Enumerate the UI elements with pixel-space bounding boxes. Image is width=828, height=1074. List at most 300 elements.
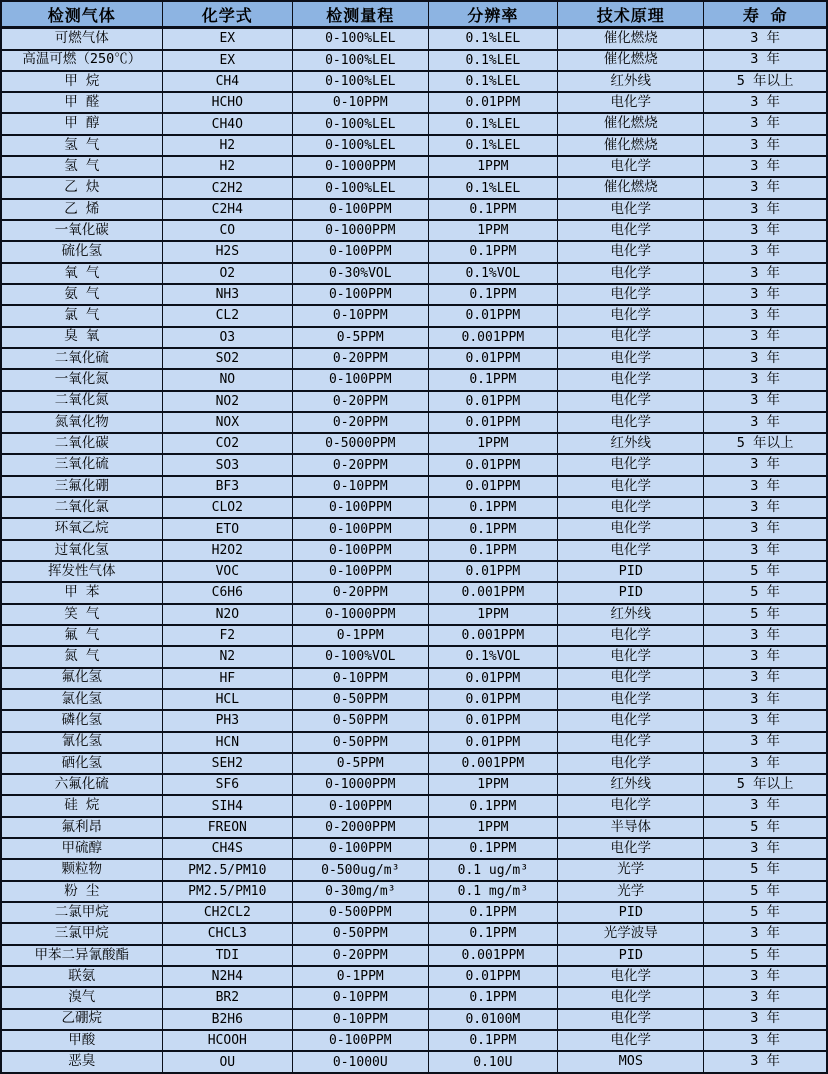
cell-lifespan: 3 年: [704, 476, 827, 497]
cell-principle: 电化学: [558, 497, 704, 518]
cell-range: 0-100%LEL: [293, 177, 428, 198]
cell-principle: 电化学: [558, 753, 704, 774]
cell-formula: NO: [162, 369, 293, 390]
cell-gas-name: 三氟化硼: [1, 476, 162, 497]
cell-lifespan: 5 年: [704, 859, 827, 880]
cell-principle: 电化学: [558, 391, 704, 412]
cell-lifespan: 3 年: [704, 710, 827, 731]
table-row: [1, 263, 827, 284]
cell-lifespan: 3 年: [704, 348, 827, 369]
cell-lifespan: 3 年: [704, 113, 827, 134]
table-row: [1, 774, 827, 795]
cell-range: 0-1000PPM: [293, 156, 428, 177]
cell-principle: 电化学: [558, 327, 704, 348]
cell-lifespan: 3 年: [704, 28, 827, 50]
cell-gas-name: 笑 气: [1, 604, 162, 625]
cell-principle: 光学波导: [558, 923, 704, 944]
cell-principle: 电化学: [558, 838, 704, 859]
table-row: [1, 220, 827, 241]
cell-principle: 电化学: [558, 454, 704, 475]
cell-formula: SIH4: [162, 795, 293, 816]
cell-formula: O3: [162, 327, 293, 348]
cell-gas-name: 三氯甲烷: [1, 923, 162, 944]
cell-principle: 电化学: [558, 540, 704, 561]
table-row: [1, 838, 827, 859]
cell-principle: PID: [558, 902, 704, 923]
cell-gas-name: 乙硼烷: [1, 1009, 162, 1030]
cell-resolution: 1PPM: [428, 817, 558, 838]
cell-principle: 半导体: [558, 817, 704, 838]
cell-formula: OU: [162, 1051, 293, 1073]
table-row: [1, 859, 827, 880]
cell-lifespan: 5 年: [704, 881, 827, 902]
cell-lifespan: 3 年: [704, 263, 827, 284]
column-header-range: 检测量程: [293, 1, 428, 28]
cell-formula: CH4S: [162, 838, 293, 859]
cell-gas-name: 溴气: [1, 987, 162, 1008]
cell-gas-name: 氨 气: [1, 284, 162, 305]
cell-resolution: 0.001PPM: [428, 582, 558, 603]
cell-resolution: 0.1PPM: [428, 923, 558, 944]
cell-principle: 催化燃烧: [558, 177, 704, 198]
cell-formula: SF6: [162, 774, 293, 795]
cell-principle: 电化学: [558, 646, 704, 667]
cell-gas-name: 二氧化氮: [1, 391, 162, 412]
cell-gas-name: 氟利昂: [1, 817, 162, 838]
cell-lifespan: 3 年: [704, 795, 827, 816]
cell-lifespan: 3 年: [704, 412, 827, 433]
cell-lifespan: 5 年: [704, 945, 827, 966]
cell-lifespan: 3 年: [704, 199, 827, 220]
cell-lifespan: 3 年: [704, 1051, 827, 1073]
cell-gas-name: 乙 炔: [1, 177, 162, 198]
cell-resolution: 0.1PPM: [428, 1030, 558, 1051]
cell-lifespan: 5 年: [704, 817, 827, 838]
table-row: [1, 135, 827, 156]
cell-gas-name: 可燃气体: [1, 28, 162, 50]
cell-principle: 红外线: [558, 774, 704, 795]
cell-range: 0-10PPM: [293, 1009, 428, 1030]
cell-principle: 电化学: [558, 476, 704, 497]
cell-resolution: 1PPM: [428, 604, 558, 625]
table-row: [1, 902, 827, 923]
table-row: [1, 625, 827, 646]
cell-formula: SEH2: [162, 753, 293, 774]
table-row: [1, 710, 827, 731]
cell-principle: 电化学: [558, 241, 704, 262]
cell-resolution: 0.01PPM: [428, 454, 558, 475]
cell-gas-name: 颗粒物: [1, 859, 162, 880]
cell-formula: HCL: [162, 689, 293, 710]
cell-range: 0-2000PPM: [293, 817, 428, 838]
table-row: [1, 881, 827, 902]
cell-resolution: 0.1%VOL: [428, 263, 558, 284]
cell-range: 0-1PPM: [293, 966, 428, 987]
cell-gas-name: 氮氧化物: [1, 412, 162, 433]
cell-range: 0-20PPM: [293, 391, 428, 412]
table-row: [1, 50, 827, 71]
cell-gas-name: 二氧化碳: [1, 433, 162, 454]
cell-formula: N2H4: [162, 966, 293, 987]
cell-formula: H2: [162, 156, 293, 177]
cell-formula: H2O2: [162, 540, 293, 561]
table-row: [1, 177, 827, 198]
table-row: [1, 28, 827, 50]
table-row: [1, 71, 827, 92]
cell-lifespan: 3 年: [704, 1009, 827, 1030]
cell-gas-name: 氧 气: [1, 263, 162, 284]
cell-range: 0-100PPM: [293, 838, 428, 859]
cell-lifespan: 3 年: [704, 668, 827, 689]
cell-lifespan: 3 年: [704, 327, 827, 348]
column-header-principle: 技术原理: [558, 1, 704, 28]
cell-range: 0-100PPM: [293, 284, 428, 305]
cell-resolution: 0.1PPM: [428, 902, 558, 923]
cell-resolution: 0.1PPM: [428, 199, 558, 220]
cell-resolution: 0.1%LEL: [428, 135, 558, 156]
cell-principle: 电化学: [558, 518, 704, 539]
cell-lifespan: 3 年: [704, 135, 827, 156]
cell-formula: HF: [162, 668, 293, 689]
cell-range: 0-500PPM: [293, 902, 428, 923]
cell-gas-name: 高温可燃（250℃）: [1, 50, 162, 71]
cell-lifespan: 3 年: [704, 220, 827, 241]
table-row: [1, 817, 827, 838]
table-row: [1, 987, 827, 1008]
cell-formula: C6H6: [162, 582, 293, 603]
cell-resolution: 0.001PPM: [428, 625, 558, 646]
cell-formula: CO2: [162, 433, 293, 454]
table-row: [1, 391, 827, 412]
cell-principle: 电化学: [558, 199, 704, 220]
cell-formula: CLO2: [162, 497, 293, 518]
cell-principle: 电化学: [558, 220, 704, 241]
cell-resolution: 0.01PPM: [428, 412, 558, 433]
cell-gas-name: 氢 气: [1, 135, 162, 156]
table-body: [1, 28, 827, 1074]
cell-resolution: 0.1PPM: [428, 497, 558, 518]
cell-principle: 电化学: [558, 732, 704, 753]
table-row: [1, 518, 827, 539]
cell-lifespan: 3 年: [704, 732, 827, 753]
table-row: [1, 327, 827, 348]
cell-resolution: 0.01PPM: [428, 391, 558, 412]
cell-resolution: 0.01PPM: [428, 966, 558, 987]
cell-range: 0-50PPM: [293, 923, 428, 944]
cell-resolution: 0.1 mg/m³: [428, 881, 558, 902]
cell-gas-name: 一氧化氮: [1, 369, 162, 390]
cell-range: 0-100PPM: [293, 561, 428, 582]
table-row: [1, 156, 827, 177]
cell-range: 0-50PPM: [293, 732, 428, 753]
cell-range: 0-5PPM: [293, 753, 428, 774]
cell-principle: 红外线: [558, 71, 704, 92]
cell-formula: BR2: [162, 987, 293, 1008]
cell-lifespan: 5 年: [704, 604, 827, 625]
cell-formula: H2: [162, 135, 293, 156]
cell-range: 0-100PPM: [293, 1030, 428, 1051]
cell-resolution: 0.1 ug/m³: [428, 859, 558, 880]
cell-formula: O2: [162, 263, 293, 284]
cell-lifespan: 3 年: [704, 966, 827, 987]
cell-formula: ETO: [162, 518, 293, 539]
cell-resolution: 0.1%LEL: [428, 177, 558, 198]
cell-gas-name: 环氧乙烷: [1, 518, 162, 539]
cell-resolution: 0.01PPM: [428, 348, 558, 369]
column-header-resolution: 分辨率: [428, 1, 558, 28]
cell-range: 0-1PPM: [293, 625, 428, 646]
cell-formula: C2H2: [162, 177, 293, 198]
cell-gas-name: 六氟化硫: [1, 774, 162, 795]
cell-resolution: 0.1%LEL: [428, 71, 558, 92]
table-row: [1, 454, 827, 475]
cell-range: 0-100%LEL: [293, 28, 428, 50]
cell-formula: NO2: [162, 391, 293, 412]
cell-gas-name: 硫化氢: [1, 241, 162, 262]
table-row: [1, 199, 827, 220]
cell-formula: EX: [162, 28, 293, 50]
cell-lifespan: 5 年: [704, 582, 827, 603]
cell-lifespan: 3 年: [704, 50, 827, 71]
cell-gas-name: 磷化氢: [1, 710, 162, 731]
cell-principle: 电化学: [558, 710, 704, 731]
cell-range: 0-100PPM: [293, 497, 428, 518]
cell-formula: FREON: [162, 817, 293, 838]
cell-gas-name: 乙 烯: [1, 199, 162, 220]
cell-gas-name: 氟 气: [1, 625, 162, 646]
cell-formula: TDI: [162, 945, 293, 966]
cell-range: 0-5PPM: [293, 327, 428, 348]
cell-range: 0-50PPM: [293, 710, 428, 731]
cell-resolution: 0.0100M: [428, 1009, 558, 1030]
cell-principle: 红外线: [558, 604, 704, 625]
cell-formula: CH2CL2: [162, 902, 293, 923]
cell-gas-name: 联氨: [1, 966, 162, 987]
table-row: [1, 582, 827, 603]
cell-lifespan: 3 年: [704, 923, 827, 944]
cell-gas-name: 甲 醛: [1, 92, 162, 113]
cell-resolution: 0.01PPM: [428, 92, 558, 113]
cell-resolution: 0.1PPM: [428, 838, 558, 859]
cell-range: 0-1000PPM: [293, 774, 428, 795]
table-row: [1, 668, 827, 689]
table-row: [1, 753, 827, 774]
cell-gas-name: 硅 烷: [1, 795, 162, 816]
cell-range: 0-20PPM: [293, 945, 428, 966]
cell-resolution: 0.1PPM: [428, 369, 558, 390]
cell-principle: 电化学: [558, 1009, 704, 1030]
cell-resolution: 0.1%VOL: [428, 646, 558, 667]
table-row: [1, 966, 827, 987]
column-header-lifespan: 寿 命: [704, 1, 827, 28]
cell-range: 0-10PPM: [293, 987, 428, 1008]
cell-lifespan: 3 年: [704, 454, 827, 475]
cell-principle: 电化学: [558, 987, 704, 1008]
cell-formula: CH4O: [162, 113, 293, 134]
cell-formula: BF3: [162, 476, 293, 497]
cell-principle: 催化燃烧: [558, 135, 704, 156]
cell-lifespan: 3 年: [704, 753, 827, 774]
cell-resolution: 0.001PPM: [428, 327, 558, 348]
cell-range: 0-20PPM: [293, 412, 428, 433]
cell-principle: PID: [558, 561, 704, 582]
cell-gas-name: 甲 醇: [1, 113, 162, 134]
cell-formula: VOC: [162, 561, 293, 582]
cell-principle: PID: [558, 582, 704, 603]
cell-principle: 光学: [558, 859, 704, 880]
cell-resolution: 0.01PPM: [428, 689, 558, 710]
cell-lifespan: 3 年: [704, 838, 827, 859]
cell-formula: C2H4: [162, 199, 293, 220]
cell-gas-name: 甲 烷: [1, 71, 162, 92]
cell-gas-name: 氯化氢: [1, 689, 162, 710]
cell-gas-name: 氯 气: [1, 305, 162, 326]
cell-resolution: 0.1%LEL: [428, 50, 558, 71]
cell-principle: 催化燃烧: [558, 28, 704, 50]
cell-principle: 红外线: [558, 433, 704, 454]
cell-resolution: 0.001PPM: [428, 753, 558, 774]
cell-formula: B2H6: [162, 1009, 293, 1030]
cell-gas-name: 氮 气: [1, 646, 162, 667]
table-row: [1, 945, 827, 966]
cell-gas-name: 硒化氢: [1, 753, 162, 774]
cell-formula: CHCL3: [162, 923, 293, 944]
cell-range: 0-100PPM: [293, 795, 428, 816]
cell-range: 0-20PPM: [293, 582, 428, 603]
cell-formula: F2: [162, 625, 293, 646]
cell-principle: 电化学: [558, 92, 704, 113]
cell-gas-name: 氟化氢: [1, 668, 162, 689]
cell-lifespan: 3 年: [704, 305, 827, 326]
cell-principle: 电化学: [558, 348, 704, 369]
cell-resolution: 0.1PPM: [428, 518, 558, 539]
cell-principle: 电化学: [558, 966, 704, 987]
column-header-gas-name: 检测气体: [1, 1, 162, 28]
cell-gas-name: 氢 气: [1, 156, 162, 177]
cell-lifespan: 3 年: [704, 497, 827, 518]
cell-range: 0-30mg/m³: [293, 881, 428, 902]
cell-principle: 电化学: [558, 305, 704, 326]
cell-resolution: 0.01PPM: [428, 476, 558, 497]
table-row: [1, 284, 827, 305]
cell-range: 0-10PPM: [293, 476, 428, 497]
table-row: [1, 646, 827, 667]
cell-formula: HCN: [162, 732, 293, 753]
cell-range: 0-50PPM: [293, 689, 428, 710]
cell-gas-name: 臭 氧: [1, 327, 162, 348]
table-row: [1, 113, 827, 134]
cell-range: 0-500ug/m³: [293, 859, 428, 880]
cell-resolution: 0.1PPM: [428, 540, 558, 561]
cell-resolution: 0.1PPM: [428, 795, 558, 816]
table-row: [1, 540, 827, 561]
cell-range: 0-5000PPM: [293, 433, 428, 454]
cell-range: 0-100PPM: [293, 241, 428, 262]
table-header: [1, 1, 827, 28]
cell-resolution: 0.1%LEL: [428, 28, 558, 50]
cell-range: 0-100PPM: [293, 540, 428, 561]
cell-range: 0-10PPM: [293, 92, 428, 113]
cell-formula: NOX: [162, 412, 293, 433]
cell-gas-name: 二氯甲烷: [1, 902, 162, 923]
cell-gas-name: 二氧化氯: [1, 497, 162, 518]
cell-resolution: 1PPM: [428, 220, 558, 241]
cell-gas-name: 甲硫醇: [1, 838, 162, 859]
cell-resolution: 0.01PPM: [428, 710, 558, 731]
cell-lifespan: 3 年: [704, 625, 827, 646]
cell-principle: 电化学: [558, 284, 704, 305]
cell-gas-name: 甲苯二异氰酸酯: [1, 945, 162, 966]
cell-formula: PM2.5/PM10: [162, 859, 293, 880]
cell-principle: 电化学: [558, 412, 704, 433]
table-row: [1, 604, 827, 625]
cell-gas-name: 一氧化碳: [1, 220, 162, 241]
table-row: [1, 1030, 827, 1051]
cell-range: 0-100PPM: [293, 369, 428, 390]
cell-gas-name: 二氧化硫: [1, 348, 162, 369]
cell-lifespan: 3 年: [704, 646, 827, 667]
cell-range: 0-100%LEL: [293, 135, 428, 156]
cell-gas-name: 挥发性气体: [1, 561, 162, 582]
cell-range: 0-100%LEL: [293, 50, 428, 71]
cell-lifespan: 3 年: [704, 1030, 827, 1051]
cell-range: 0-1000U: [293, 1051, 428, 1073]
cell-principle: 电化学: [558, 1030, 704, 1051]
cell-range: 0-100PPM: [293, 199, 428, 220]
cell-resolution: 1PPM: [428, 774, 558, 795]
cell-gas-name: 甲 苯: [1, 582, 162, 603]
cell-formula: N2O: [162, 604, 293, 625]
table-row: [1, 433, 827, 454]
table-row: [1, 795, 827, 816]
cell-lifespan: 3 年: [704, 177, 827, 198]
cell-resolution: 0.1PPM: [428, 241, 558, 262]
header-row: [1, 1, 827, 28]
cell-resolution: 0.1PPM: [428, 284, 558, 305]
table-row: [1, 497, 827, 518]
table-row: [1, 1009, 827, 1030]
cell-resolution: 0.10U: [428, 1051, 558, 1073]
cell-gas-name: 氰化氢: [1, 732, 162, 753]
cell-principle: 电化学: [558, 156, 704, 177]
table-row: [1, 92, 827, 113]
cell-gas-name: 过氧化氢: [1, 540, 162, 561]
cell-formula: HCOOH: [162, 1030, 293, 1051]
cell-formula: EX: [162, 50, 293, 71]
cell-lifespan: 3 年: [704, 92, 827, 113]
cell-principle: 电化学: [558, 689, 704, 710]
cell-lifespan: 5 年以上: [704, 433, 827, 454]
cell-lifespan: 3 年: [704, 241, 827, 262]
cell-range: 0-100PPM: [293, 518, 428, 539]
cell-range: 0-30%VOL: [293, 263, 428, 284]
cell-formula: PM2.5/PM10: [162, 881, 293, 902]
cell-formula: CL2: [162, 305, 293, 326]
cell-principle: 电化学: [558, 795, 704, 816]
cell-range: 0-100%LEL: [293, 113, 428, 134]
cell-principle: MOS: [558, 1051, 704, 1073]
cell-lifespan: 3 年: [704, 518, 827, 539]
cell-gas-name: 三氧化硫: [1, 454, 162, 475]
cell-lifespan: 3 年: [704, 689, 827, 710]
cell-range: 0-100%VOL: [293, 646, 428, 667]
cell-resolution: 0.01PPM: [428, 668, 558, 689]
cell-range: 0-1000PPM: [293, 220, 428, 241]
cell-lifespan: 5 年: [704, 561, 827, 582]
cell-formula: SO3: [162, 454, 293, 475]
cell-formula: H2S: [162, 241, 293, 262]
cell-principle: 电化学: [558, 625, 704, 646]
